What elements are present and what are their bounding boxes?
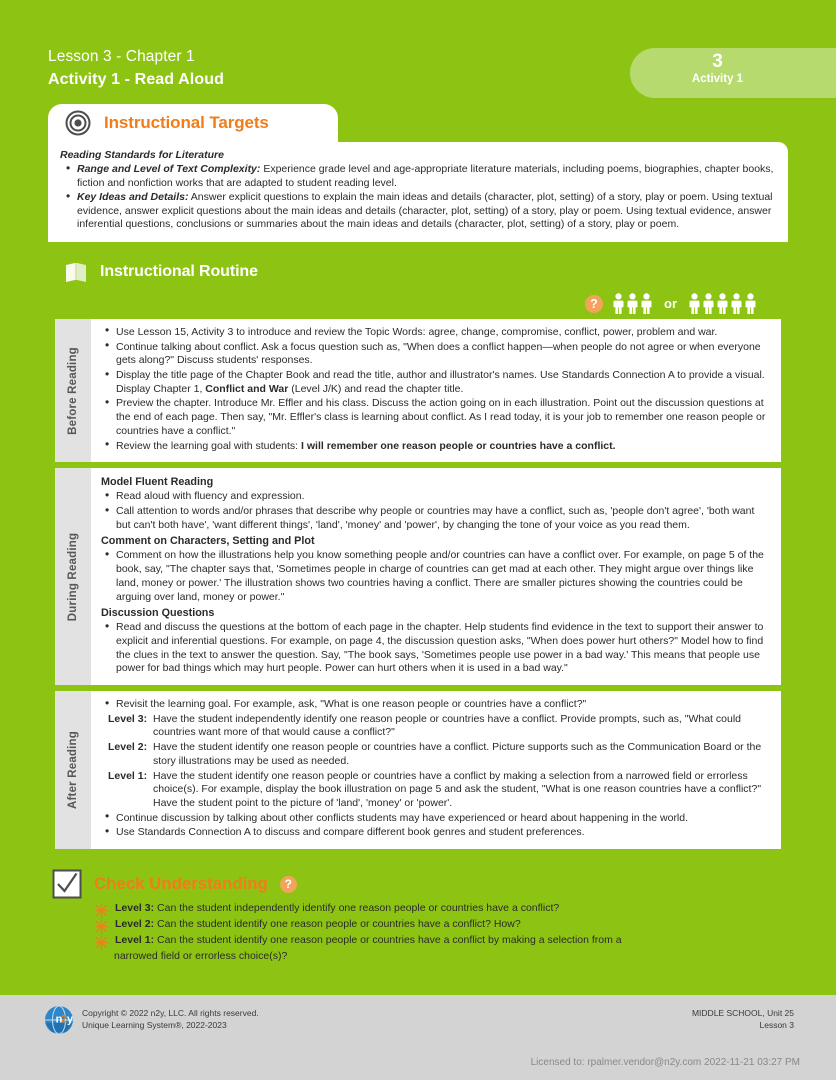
target-item — [60, 163, 774, 190]
section-label-after-reading — [55, 691, 91, 849]
page-footer — [0, 995, 836, 1080]
activity-badge — [630, 48, 836, 98]
check-understanding-header — [52, 869, 788, 899]
section-label-before-reading — [55, 319, 91, 462]
list-item — [101, 826, 769, 840]
after-reading-list-1 — [101, 698, 769, 712]
copyright-line-1: Copyright © 2022 n2y, LLC. All rights reserved. — [82, 1008, 259, 1018]
check-item-key: Level 3: — [115, 902, 155, 915]
list-item-text: (Level J/K) and read the chapter title. — [288, 382, 464, 395]
target-text: Answer explicit questions to explain the main ideas and details (character, plot, setting) of a story, play or poem. Using textual evidence, answer explicit questions about the main ideas and details (character, plot, setting) of a story, play or poem. Using textual evidence, answer inferential questions, conclusions or summaries about the main ideas and details (character, plot, setting) of a story, play or poem. — [77, 191, 773, 231]
footer-main-row — [0, 995, 836, 1035]
standards-heading: Reading Standards for Literature — [60, 149, 224, 161]
starburst-icon — [95, 903, 108, 918]
section-before-reading — [55, 319, 781, 462]
level-row — [101, 741, 769, 768]
level-text: Have the student identify one reason people or countries have a conflict. Picture supports such as the Communication Board or the story illustrations may be used as needed. — [153, 741, 762, 767]
level-text: Have the student identify one reason people or countries have a conflict by making a selection from a narrowed field or errorless choice(s). For example, display the book illustration on page 5 and ask the student, "What is one reason countries have a conflict?" Have the student point to the picture of 'land', 'money' or 'power'. — [153, 769, 762, 809]
checkbox-icon — [52, 869, 82, 899]
list-item — [101, 397, 769, 438]
target-icon — [65, 110, 91, 136]
instructional-routine-title: Instructional Routine — [100, 263, 258, 281]
list-item-text: Call attention to words and/or phrases that describe why people or countries may have a conflict, such as, 'people don't agree', 'both want but can't both have', 'want different things', 'land', 'money' and 'power', by changing the tone of your voice as you read them. — [116, 505, 755, 531]
section-after-reading — [55, 691, 781, 849]
person-icon — [688, 293, 701, 314]
copyright-line-2: Unique Learning System®, 2022-2023 — [82, 1019, 227, 1030]
list-item-text: Use Standards Connection A to discuss and compare different book genres and student preferences. — [116, 826, 585, 839]
list-item — [95, 918, 788, 934]
instructional-routine-tab — [48, 256, 330, 289]
list-item-text: Revisit the learning goal. For example, ask, "What is one reason people or countries have a conflict?" — [116, 698, 587, 711]
level-text: Have the student independently identify one reason people or countries have a conflict. Provide prompts, such as, "What could countries want more of that would cause a conflict?" — [153, 712, 741, 739]
subheading-model-fluent-reading: Model Fluent Reading — [101, 476, 214, 489]
list-item — [101, 341, 769, 368]
starburst-icon — [95, 919, 108, 934]
section-label-text: After Reading — [67, 731, 79, 810]
section-label-during-reading — [55, 468, 91, 685]
list-item-text: Continue discussion by talking about other conflicts students may have experienced or heard about happening in the world. — [116, 811, 689, 824]
svg-text:y: y — [66, 1013, 74, 1026]
target-term: Key Ideas and Details: — [77, 191, 189, 204]
list-item — [101, 549, 769, 604]
subheading-comment-on-characters: Comment on Characters, Setting and Plot — [101, 535, 315, 548]
check-understanding-section — [48, 869, 788, 964]
instructional-routine-green-body — [48, 289, 788, 856]
footer-lesson: Lesson 3 — [759, 1019, 794, 1030]
list-item-emphasis: Conflict and War — [205, 382, 289, 395]
list-item — [101, 369, 769, 396]
during-reading-list-2 — [101, 549, 769, 604]
svg-text:2: 2 — [60, 1013, 68, 1026]
before-reading-list — [101, 326, 769, 453]
person-icon — [626, 293, 639, 314]
large-group-icon — [688, 293, 757, 314]
small-group-icon — [612, 293, 653, 314]
list-item — [101, 326, 769, 340]
list-item — [101, 698, 769, 712]
check-item-key: Level 1: — [115, 934, 155, 947]
list-item — [101, 812, 769, 826]
footer-right — [692, 1005, 794, 1031]
starburst-icon — [95, 935, 108, 950]
footer-left — [44, 1005, 259, 1035]
instructional-targets-tab — [48, 104, 338, 142]
section-label-text: During Reading — [67, 532, 79, 621]
check-item-body: Can the student independently identify one reason people or countries have a conflict? — [154, 902, 560, 915]
license-text: Licensed to: rpalmer.vendor@n2y.com 2022-11-21 03:27 PM — [530, 1057, 800, 1068]
footer-copyright — [82, 1005, 259, 1031]
svg-text:n: n — [55, 1013, 63, 1026]
check-item-text — [115, 934, 622, 948]
target-text: Experience grade level and age-appropriate literature materials, including poems, biographies, chapter books, fiction and nonfiction works that are adapted to student reading level. — [77, 163, 774, 189]
check-understanding-title: Check Understanding — [94, 874, 268, 894]
list-item — [95, 934, 788, 950]
person-icon — [612, 293, 625, 314]
help-icon[interactable]: ? — [585, 295, 603, 313]
help-icon[interactable]: ? — [280, 876, 297, 893]
check-item-body: Can the student identify one reason people or countries have a conflict by making a selection from a — [154, 934, 622, 947]
level-row — [101, 770, 769, 811]
list-item-text: Review the learning goal with students: — [116, 439, 302, 452]
level-key: Level 2: — [108, 741, 148, 754]
during-reading-list-1 — [101, 490, 769, 532]
section-body-during-reading — [91, 468, 781, 685]
subheading-discussion-questions: Discussion Questions — [101, 607, 215, 620]
lesson-chapter-title: Lesson 3 - Chapter 1 — [48, 48, 195, 65]
person-icon — [730, 293, 743, 314]
list-item-text: Display the title page of the Chapter Book and read the title, author and illustrator's names. Use Standards Connection A to provide a visual. Display Chapter 1, — [116, 369, 765, 395]
learning-goal: I will remember one reason people or countries have a conflict. — [301, 439, 616, 452]
section-label-text: Before Reading — [67, 346, 79, 435]
activity-badge-label: Activity 1 — [691, 73, 744, 85]
list-item — [101, 490, 769, 504]
instructional-routine-tabrow — [48, 256, 788, 289]
list-item-text: Read and discuss the questions at the bottom of each page in the chapter. Help students find evidence in the text to support their answer to explicit and inferential questions. For example, on page 4, the discussion question asks, "When does power hurt others?" Model how to find the clues in the text to answer the question. Say, "The book says, 'Sometimes people use power in a bad way.' This means that people use power for bad things which may hurt people. Power can hurt others when it is used in a bad way." — [116, 621, 764, 675]
targets-list — [60, 163, 774, 232]
activity-title: Activity 1 - Read Aloud — [48, 71, 224, 88]
level-key: Level 1: — [108, 769, 148, 782]
grouping-or-label: or — [664, 296, 677, 312]
during-reading-list-3 — [101, 621, 769, 676]
target-item — [60, 191, 774, 232]
section-during-reading — [55, 468, 781, 685]
n2y-logo-icon — [44, 1005, 74, 1035]
check-item-text — [115, 918, 521, 932]
list-item — [101, 621, 769, 676]
target-term: Range and Level of Text Complexity: — [77, 163, 261, 175]
person-icon — [744, 293, 757, 314]
check-item-key: Level 2: — [115, 918, 155, 931]
person-icon — [640, 293, 653, 314]
instructional-targets-title: Instructional Targets — [104, 113, 269, 132]
grouping-icon-bar — [55, 289, 781, 319]
list-item-text: Read aloud with fluency and expression. — [116, 490, 305, 503]
instructional-targets-card — [48, 104, 788, 242]
after-reading-list-2 — [101, 812, 769, 840]
footer-unit: MIDDLE SCHOOL, Unit 25 — [691, 1008, 794, 1018]
list-item-text: Continue talking about conflict. Ask a focus question such as, "When does a conflict happen—when people do not agree or when everyone gets along?" Discuss students' responses. — [116, 340, 761, 367]
list-item — [101, 505, 769, 532]
section-body-before-reading — [91, 319, 781, 462]
book-icon — [64, 260, 88, 284]
list-item-text: Preview the chapter. Introduce Mr. Effler and his class. Discuss the action going on in each illustration. Point out the discussion questions at the end of each page. Then say, "Mr. Effler's class is learning about conflict. As I read today, it is your job to remember one reason people or countries have a conflict." — [116, 397, 766, 437]
list-item — [101, 440, 769, 454]
instructional-targets-body — [48, 142, 788, 242]
list-item-text: Use Lesson 15, Activity 3 to introduce and review the Topic Words: agree, change, compromise, conflict, power, problem and war. — [116, 325, 718, 338]
check-item-text — [115, 902, 559, 916]
person-icon — [716, 293, 729, 314]
level-row — [101, 713, 769, 740]
level-key: Level 3: — [108, 712, 148, 725]
list-item-text: Comment on how the illustrations help you know something people and/or countries can have a conflict over. For example, on page 5 of the book, say, "The chapter says that, 'Sometimes people in charge of countries can get mad at each other. They might argue over things like land, money or power.' The illustration shows two countries having a conflict. There are smaller pictures showing the countries could be arguing over land, money or power." — [116, 549, 764, 603]
check-item-body: Can the student identify one reason people or countries have a conflict? How? — [154, 918, 521, 931]
check-item-continuation: narrowed field or errorless choice(s)? — [114, 950, 288, 963]
list-item — [95, 902, 788, 918]
person-icon — [702, 293, 715, 314]
instructional-routine-card — [48, 256, 788, 856]
activity-badge-number: 3 — [712, 51, 723, 72]
check-understanding-list — [95, 902, 788, 950]
section-body-after-reading — [91, 691, 781, 849]
